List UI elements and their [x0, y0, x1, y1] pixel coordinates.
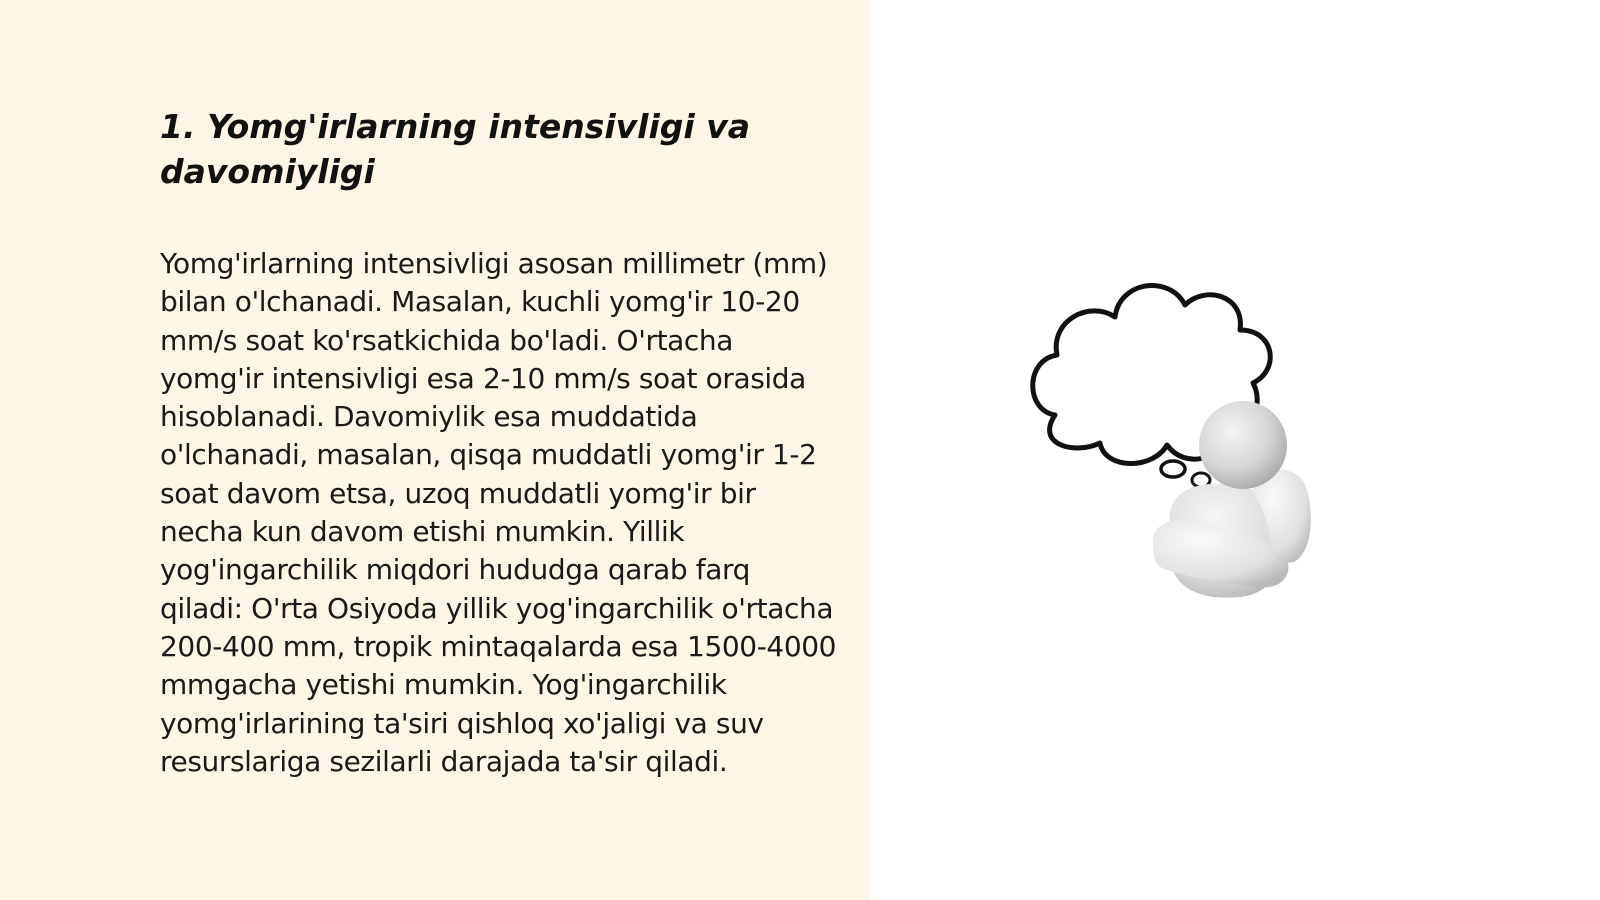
slide-title: 1. Yomg'irlarning intensivligi va davomiyligi [160, 107, 751, 191]
thought-bubble-dot [1161, 461, 1185, 477]
slide-body-text: Yomg'irlarning intensivligi asosan millimetr (mm) bilan o'lchanadi. Masalan, kuchli yomg'ir 10-20 mm/s soat ko'rsatkichida bo'ladi. O'rtacha yomg'ir intensivligi esa 2-10 mm/s soat orasida hisoblanadi. Davomiylik esa muddatida o'lchanadi, masalan, qisqa muddatli yomg'ir 1-2 soat davom etsa, uzoq muddatli yomg'ir bir necha kun davom etishi mumkin. Yillik yog'ingarchilik miqdori hududga qarab farq qiladi: O'rta Osiyoda yillik yog'ingarchilik o'rtacha 200-400 mm, tropik mintaqalarda esa 1500-4000 mmgacha yetishi mumkin. Yog'ingarchilik yomg'irlarining ta'siri qishloq xo'jaligi va suv resurslariga sezilarli darajada ta'sir qiladi. [160, 247, 837, 778]
figure-head [1199, 401, 1287, 489]
thinking-person-with-thought-bubble-icon [1025, 275, 1355, 625]
